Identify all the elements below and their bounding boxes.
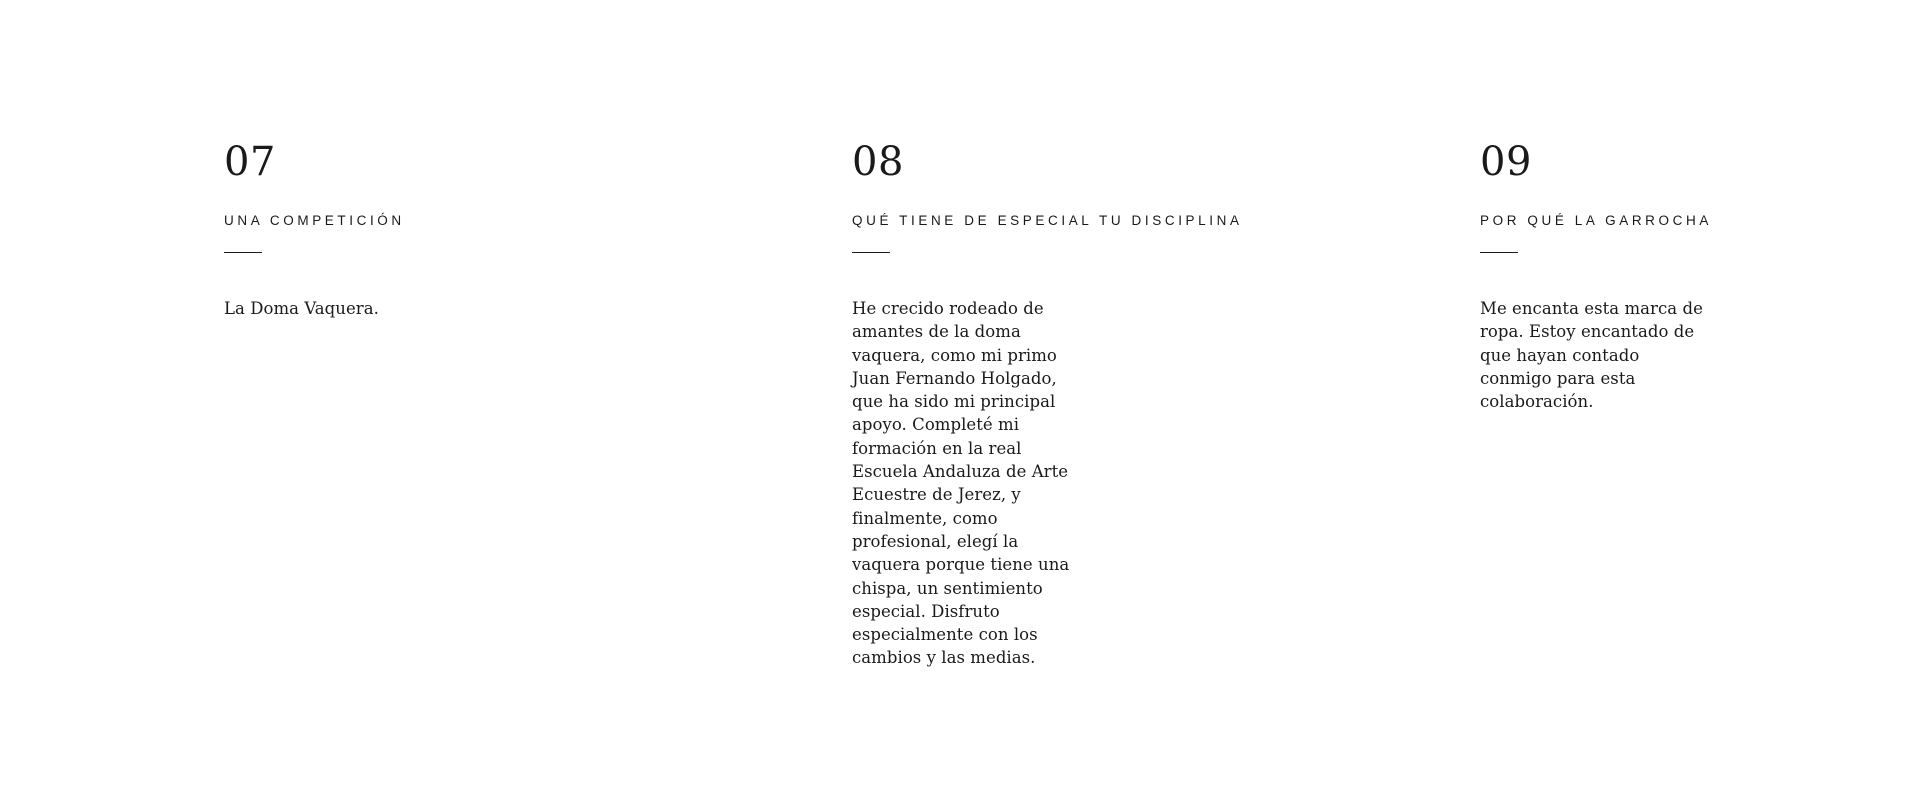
question-answer: Me encanta esta marca de ropa. Estoy encantado de que hayan contado conmigo para esta colaboración. (1480, 299, 1703, 412)
question-label: QUÉ TIENE DE ESPECIAL TU DISCIPLINA (852, 213, 1243, 228)
question-number: 07 (224, 139, 276, 185)
qa-block-09 (1480, 140, 1712, 413)
question-answer: He crecido rodeado de amantes de la doma vaquera, como mi primo Juan Fernando Holgado, que ha sido mi principal apoyo. Completé mi formación en la real Escuela Andaluza de Arte Ecuestre de Jerez, y finalmente, como profesional, elegí la vaquera porque tiene una chispa, un sentimiento especial. Disfruto especialmente con los cambios y las medias. (852, 299, 1070, 668)
question-label: POR QUÉ LA GARROCHA (1480, 213, 1712, 228)
qa-block-08 (852, 139, 1243, 670)
qa-block-07 (224, 140, 584, 320)
divider-rule (224, 252, 262, 253)
divider-rule (852, 252, 890, 253)
question-answer: La Doma Vaquera. (224, 299, 379, 318)
question-number: 09 (1480, 139, 1532, 185)
question-number: 08 (852, 139, 904, 185)
divider-rule (1480, 252, 1518, 253)
question-label: UNA COMPETICIÓN (224, 213, 405, 228)
